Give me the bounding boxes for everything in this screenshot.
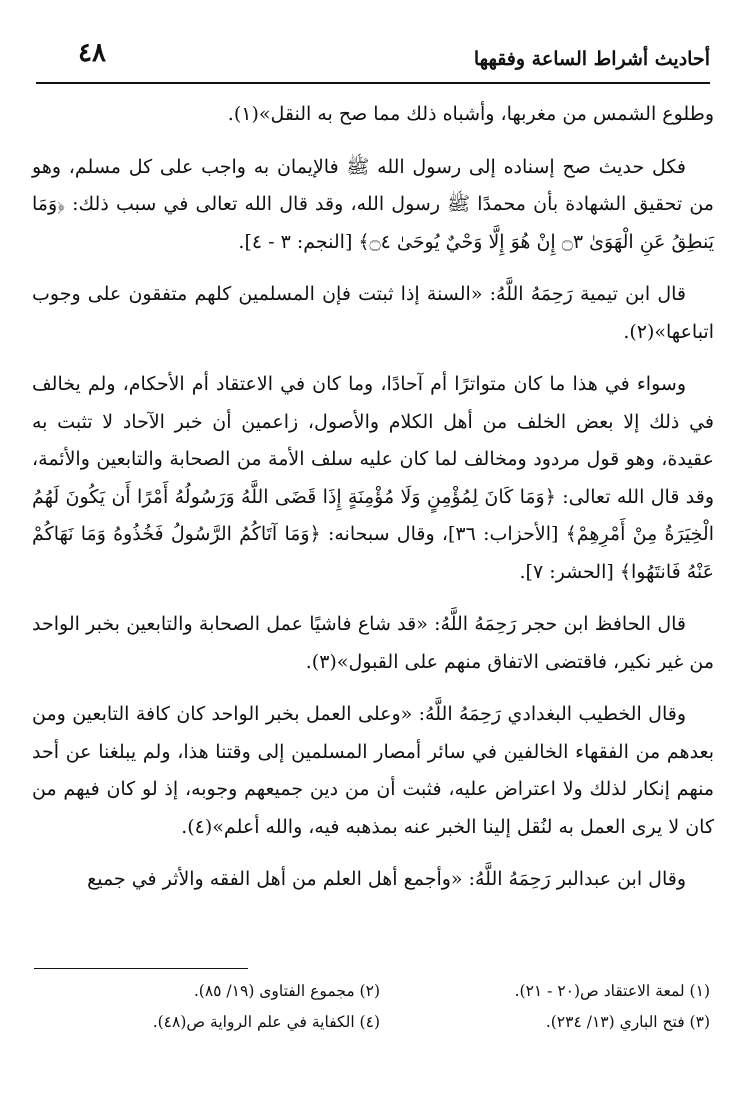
footnote-1: (١) لمعة الاعتقاد ص(٢٠ - ٢١). [514,982,710,1000]
paragraph-ibn-hajar: قال الحافظ ابن حجر رَحِمَهُ اللَّهُ: «قد شاع فاشيًا عمل الصحابة والتابعين بخبر الواحد من غير نكير، فاقتضى الاتفاق منهم على القبول»(٣). [32,613,714,673]
header-rule [36,82,710,84]
paragraph-khatib-baghdadi: وقال الخطيب البغدادي رَحِمَهُ اللَّهُ: «وعلى العمل بخبر الواحد كان كافة التابعين ومن بعدهم من الفقهاء الخالفين في سائر أمصار المسلمين إلى وقتنا هذا، ولم يبلغنا عن أحد منهم إنكار لذلك ولا اعتراض عليه، فثبت أن من دين جميعهم وجوبه، إذ لو كان فيهم من كان لا يرى العمل به لنُقل إلينا الخبر عنه بمذهبه فيه، والله أعلم»(٤). [32,703,714,838]
page-number: ٤٨ [78,38,106,68]
paragraph-ibn-taymiyyah: قال ابن تيمية رَحِمَهُ اللَّهُ: «السنة إذا ثبتت فإن المسلمين كلهم متفقون على وجوب اتباعها»(٢). [32,283,714,343]
footnote-2: (٢) مجموع الفتاوى (١٩/ ٨٥). [193,982,380,1000]
paragraph-mutawatir-ahad: وسواء في هذا ما كان متواترًا أم آحادًا، وما كان في الاعتقاد أم الأحكام، ولم يخالف في ذلك إلا بعض الخلف من أهل الكلام والأصول، زاعمين أن خبر الآحاد لا تثبت به عقيدة، وهو قول مردود ومخالف لما كان عليه سلف الأمة من الصحابة والتابعين والأئمة، وقد قال الله تعالى: ﴿وَمَا كَانَ لِمُؤْمِنٍ وَلَا مُؤْمِنَةٍ إِذَا قَضَى اللَّهُ وَرَسُولُهُ أَمْرًا أَن يَكُونَ لَهُمُ الْخِيَرَةُ مِنْ أَمْرِهِمْ﴾ [الأحزاب: ٣٦]، وقال سبحانه: ﴿وَمَا آتَاكُمُ الرَّسُولُ فَخُذُوهُ وَمَا نَهَاكُمْ عَنْهُ فَانتَهُوا﴾ [الحشر: ٧]. [32,373,714,583]
paragraph-hadith-faith: فكل حديث صح إسناده إلى رسول الله ﷺ فالإيمان به واجب على كل مسلم، وهو من تحقيق الشهادة بأن محمدًا ﷺ رسول الله، وقد قال الله تعالى في سبب ذلك: ﴿وَمَا يَنطِقُ عَنِ الْهَوَىٰ ۝٣ إِنْ هُوَ إِلَّا وَحْيٌ يُوحَىٰ ۝٤﴾ [النجم: ٣ - ٤]. [32,155,714,253]
paragraph-continuation: وطلوع الشمس من مغربها، وأشباه ذلك مما صح به النقل»(١). [227,103,714,125]
running-header-title: أحاديث أشراط الساعة وفقهها [473,48,710,70]
main-text [32,96,714,914]
paragraph-ibn-abdilbarr: وقال ابن عبدالبر رَحِمَهُ اللَّهُ: «وأجمع أهل العلم من أهل الفقه والأثر في جميع [87,868,686,890]
footnote-row [36,976,710,1007]
footnote-separator [34,968,248,969]
footnote-3: (٣) فتح الباري (١٣/ ٢٣٤). [545,1013,710,1031]
footnote-row [36,1007,710,1038]
footnotes [36,976,710,1038]
footnote-4: (٤) الكفاية في علم الرواية ص(٤٨). [152,1013,380,1031]
